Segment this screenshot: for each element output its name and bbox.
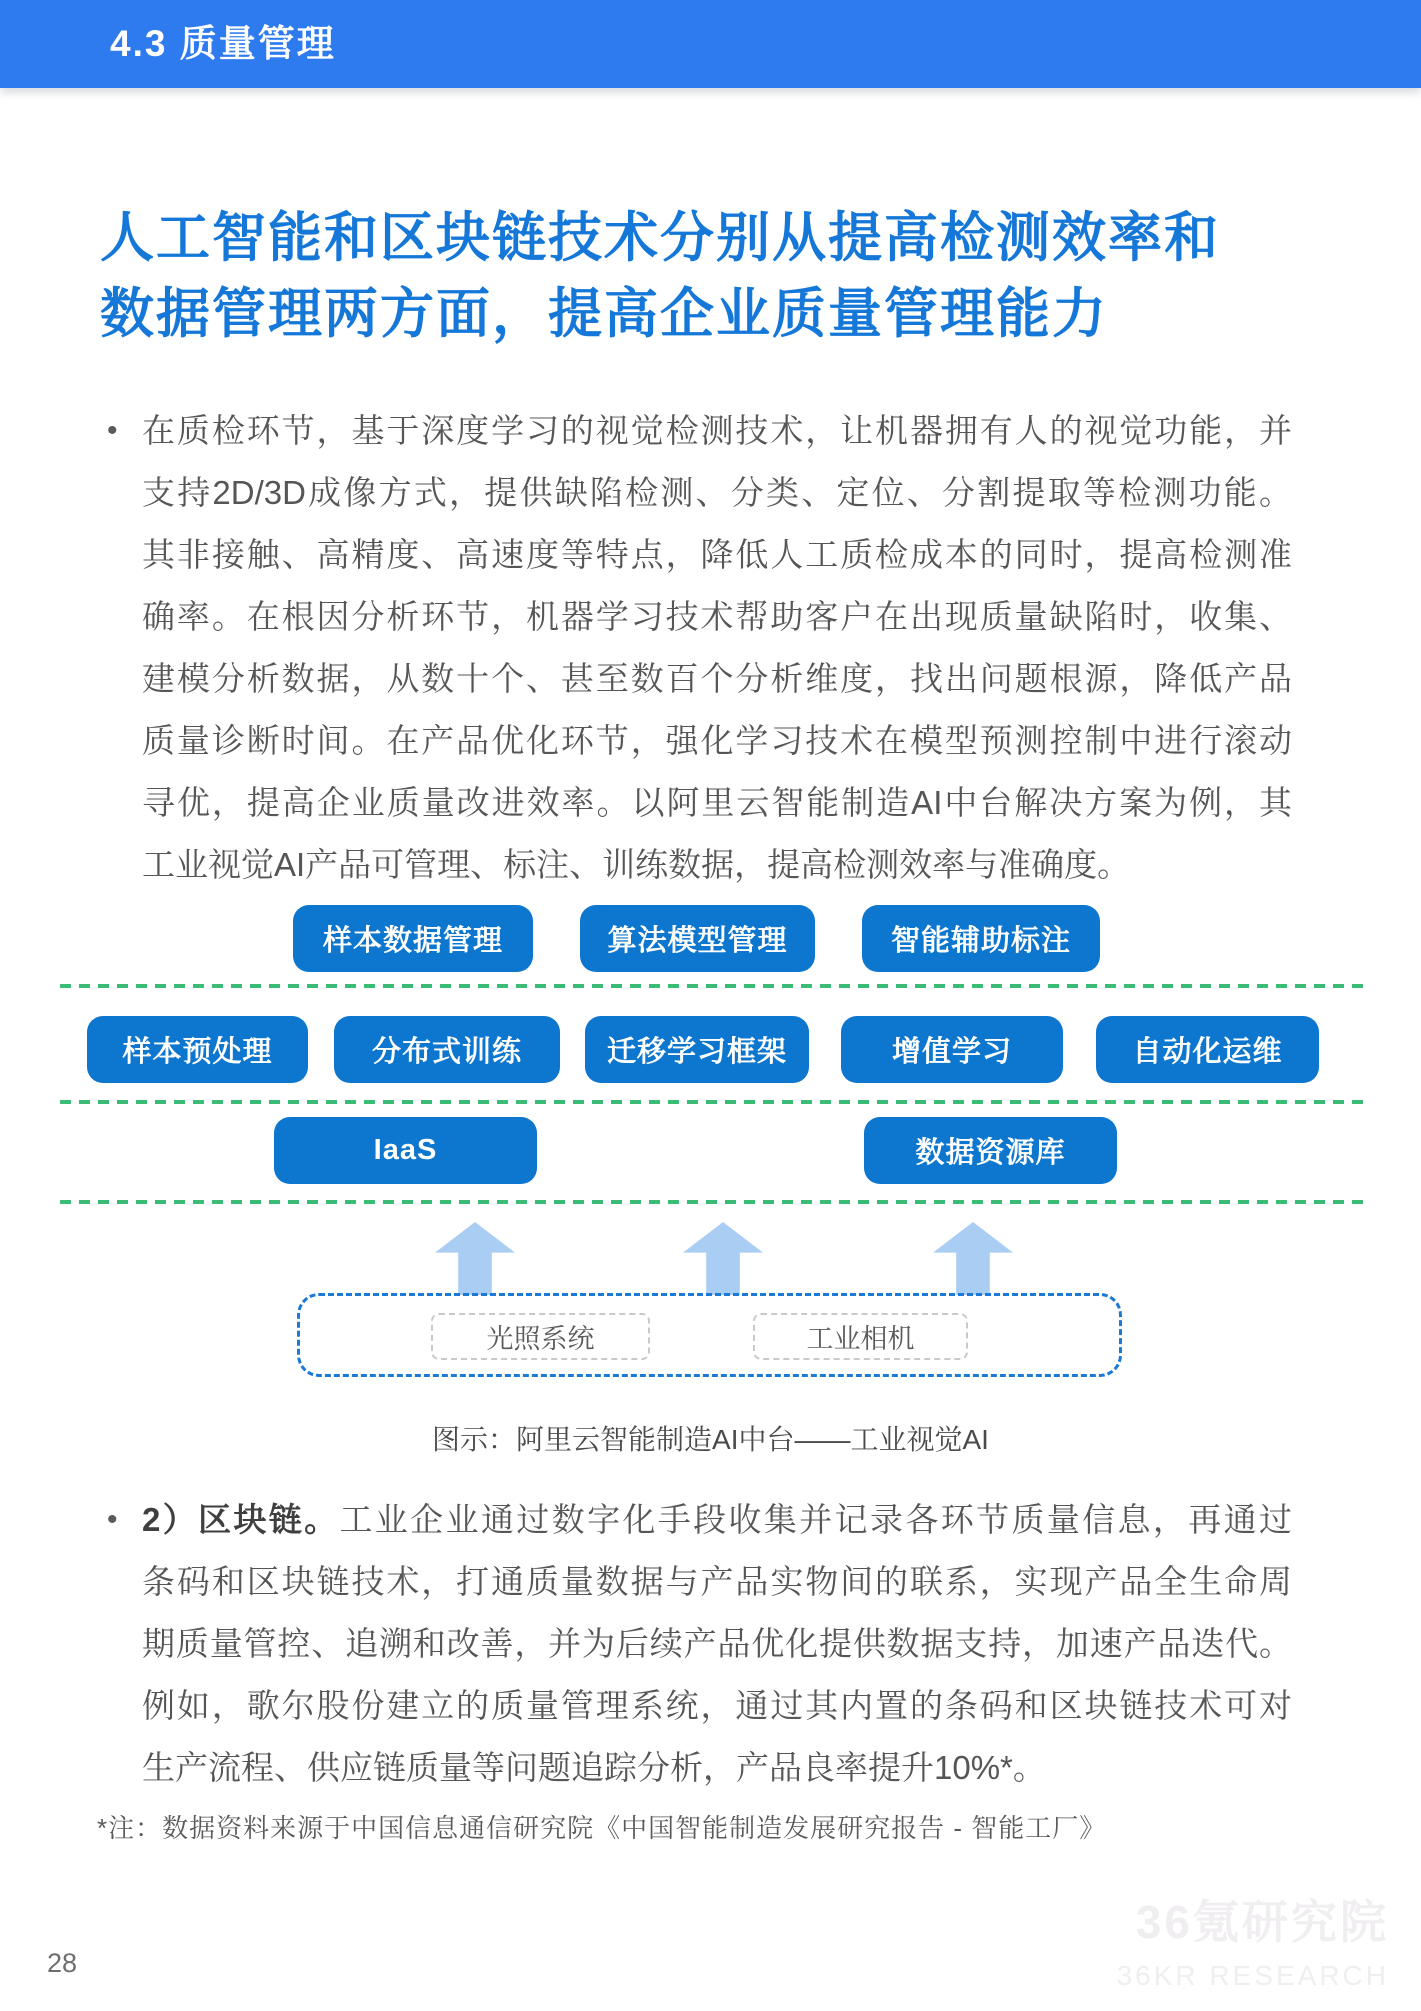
diagram-node-auto-ops: 自动化运维 [1096,1016,1319,1083]
paragraph-line: 寻优，提高企业质量改进效率。以阿里云智能制造AI中台解决方案为例，其 [142,784,1292,821]
diagram-node-iaas: IaaS [274,1117,537,1184]
paragraph-line: 期质量管控、追溯和改善，并为后续产品优化提供数据支持，加速产品迭代。 [142,1625,1292,1662]
brand-watermark-en: 36KR RESEARCH [1116,1960,1389,1991]
bullet-icon: • [107,414,118,447]
page-number: 28 [47,1948,78,1978]
diagram-node-distributed-training: 分布式训练 [334,1016,560,1083]
paragraph-lead-bold: 2）区块链。 [142,1501,340,1538]
up-arrow-icon [435,1222,515,1295]
paragraph-line-rest: 工业企业通过数字化手段收集并记录各环节质量信息，再通过 [339,1501,1293,1538]
paragraph-line: 确率。在根因分析环节，机器学习技术帮助客户在出现质量缺陷时，收集、 [142,598,1292,635]
page-heading [100,200,1380,352]
diagram-node-algo-model-mgmt: 算法模型管理 [580,905,815,972]
diagram-node-sample-preprocess: 样本预处理 [87,1016,308,1083]
paragraph-line: 其非接触、高精度、高速度等特点，降低人工质检成本的同时，提高检测准 [142,536,1292,573]
dashed-divider [60,1100,1365,1104]
paragraph-blockchain [105,1489,1295,1799]
paragraph-line: 在质检环节，基于深度学习的视觉检测技术，让机器拥有人的视觉功能，并 [142,412,1292,449]
input-group-box [297,1293,1122,1377]
section-title: 4.3 质量管理 [110,23,336,64]
dashed-divider [60,1200,1365,1204]
up-arrow-icon [683,1222,763,1295]
diagram-node-sample-data-mgmt: 样本数据管理 [293,905,533,972]
up-arrow-icon [933,1222,1013,1295]
paragraph-quality-ai [105,400,1295,896]
paragraph-line [142,1489,1292,1551]
paragraph-line: 条码和区块链技术，打通质量数据与产品实物间的联系，实现产品全生命周 [142,1563,1292,1600]
input-node-lighting-system: 光照系统 [431,1313,650,1360]
diagram-node-data-repository: 数据资源库 [864,1117,1117,1184]
page-heading-line2: 数据管理两方面，提高企业质量管理能力 [100,284,1108,344]
paragraph-line: 建模分析数据，从数十个、甚至数百个分析维度，找出问题根源，降低产品 [142,660,1292,697]
paragraph-line: 生产流程、供应链质量等问题追踪分析，产品良率提升10%*。 [142,1749,1046,1786]
paragraph-line: 工业视觉AI产品可管理、标注、训练数据，提高检测效率与准确度。 [142,846,1131,883]
section-header-bar [0,0,1421,88]
diagram-node-smart-labeling: 智能辅助标注 [862,905,1100,972]
paragraph-lines [142,400,1292,896]
bullet-icon: • [107,1503,118,1536]
dashed-divider [60,984,1365,988]
footnote: *注：数据资料来源于中国信息通信研究院《中国智能制造发展研究报告 - 智能工厂》 [97,1813,1107,1843]
diagram-node-transfer-learning: 迁移学习框架 [585,1016,809,1083]
paragraph-line: 质量诊断时间。在产品优化环节，强化学习技术在模型预测控制中进行滚动 [142,722,1292,759]
figure-caption: 图示：阿里云智能制造AI中台——工业视觉AI [432,1424,989,1455]
diagram-node-incremental-learning: 增值学习 [841,1016,1063,1083]
paragraph-lines [142,1489,1292,1799]
paragraph-line: 例如，歌尔股份建立的质量管理系统，通过其内置的条码和区块链技术可对 [142,1687,1292,1724]
paragraph-line: 支持2D/3D成像方式，提供缺陷检测、分类、定位、分割提取等检测功能。 [142,474,1292,511]
input-node-industrial-camera: 工业相机 [753,1313,968,1360]
brand-watermark [1117,1886,1389,1992]
page-heading-line1: 人工智能和区块链技术分别从提高检测效率和 [100,208,1220,268]
brand-watermark-cn: 36氪研究院 [1135,1896,1389,1948]
